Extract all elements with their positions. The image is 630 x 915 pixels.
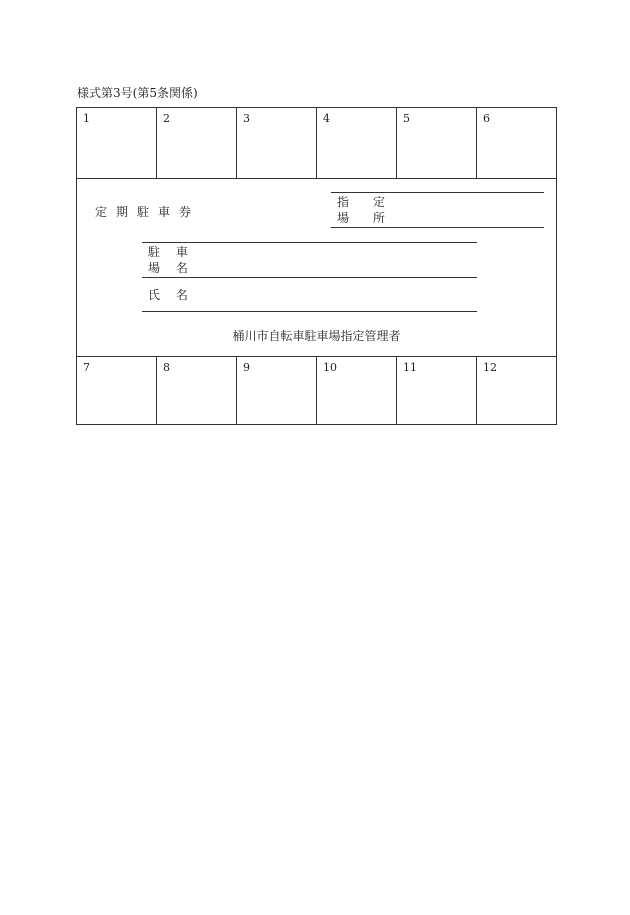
parking-lot-bottom-line	[142, 277, 477, 278]
month-row-top	[77, 108, 556, 179]
month-cell-6: 6	[483, 112, 490, 125]
month-row-bottom	[77, 356, 556, 425]
manager-name: 桶川市自転車駐車場指定管理者	[232, 329, 401, 343]
month-cell-5: 5	[397, 108, 477, 178]
month-cell-3: 3	[237, 108, 317, 178]
month-cell-2: 2	[157, 108, 237, 178]
month-cell-11: 11	[397, 357, 477, 425]
month-cell-12: 12	[483, 361, 497, 374]
month-cell-9: 9	[237, 357, 317, 425]
form-number-label: 様式第3号(第5条関係)	[77, 86, 198, 100]
parking-ticket-form	[76, 107, 557, 425]
month-cell-10: 10	[317, 357, 397, 425]
month-cell-4: 4	[317, 108, 397, 178]
month-cell-7: 7	[77, 357, 157, 425]
ticket-title: 定期駐車券	[95, 205, 201, 219]
name-label: 氏 名	[148, 288, 194, 302]
name-bottom-line	[142, 311, 477, 312]
designated-place-label-line1: 指 定	[337, 195, 392, 209]
designated-place-label-line2: 場 所	[337, 211, 392, 225]
parking-lot-top-line	[142, 242, 477, 243]
parking-lot-label-line1: 駐 車	[148, 245, 194, 259]
month-cell-1: 1	[77, 108, 157, 178]
designated-place-top-line	[331, 192, 544, 193]
month-cell-8: 8	[157, 357, 237, 425]
parking-lot-label-line2: 場 名	[148, 261, 194, 275]
designated-place-bottom-line	[331, 227, 544, 228]
